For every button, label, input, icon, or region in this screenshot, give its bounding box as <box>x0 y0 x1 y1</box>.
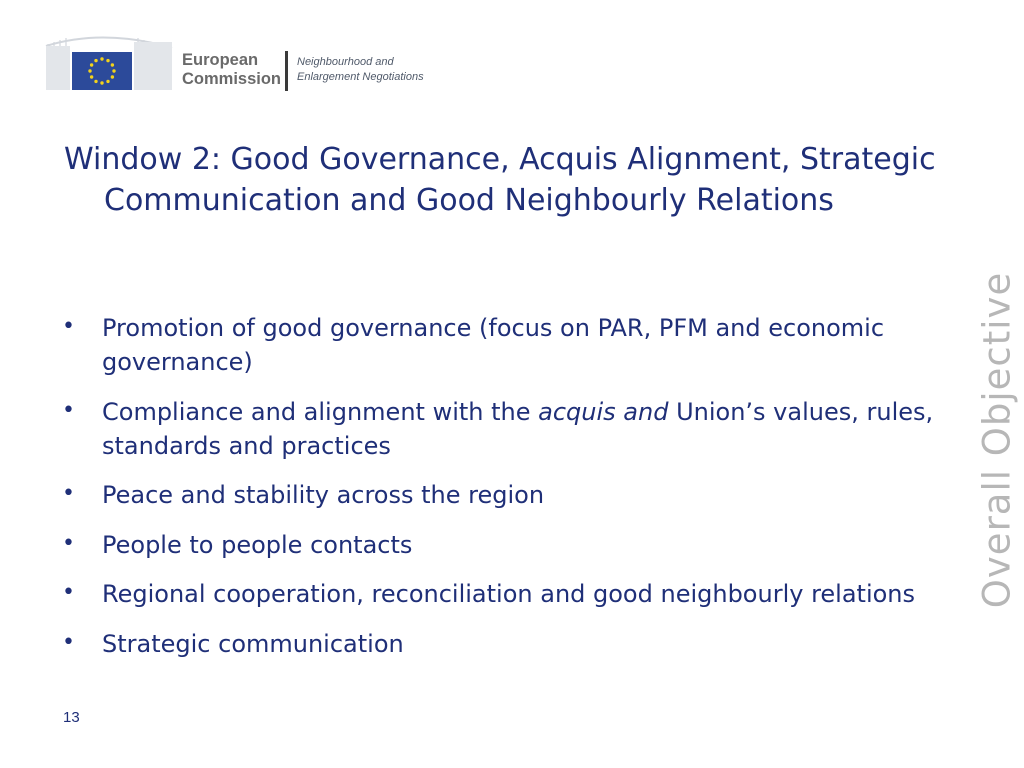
bullet-icon: • <box>62 530 75 556</box>
list-item-text: Strategic communication <box>102 629 404 658</box>
eu-star-icon <box>100 57 103 60</box>
dg-line-2: Enlargement Negotiations <box>297 71 424 83</box>
eu-star-icon <box>106 59 109 62</box>
eu-star-icon <box>90 63 93 66</box>
list-item <box>60 311 940 379</box>
eu-star-icon <box>111 63 114 66</box>
list-item-text: People to people contacts <box>102 530 413 559</box>
bullet-icon: • <box>62 629 75 655</box>
bullet-icon: • <box>62 580 75 605</box>
eu-star-icon <box>111 75 114 78</box>
list-item-text: Promotion of good governance (focus on PAR, PFM and economic governance) <box>102 314 885 376</box>
list-item <box>60 528 940 562</box>
eu-star-icon <box>112 69 115 72</box>
eu-star-icon <box>90 75 93 78</box>
dg-line-1: Neighbourhood and <box>297 56 394 68</box>
eu-star-icon <box>100 81 103 84</box>
bullet-icon: • <box>62 314 75 339</box>
eu-star-icon <box>94 59 97 62</box>
brand-line-2: Commission <box>182 70 282 88</box>
eu-star-icon <box>88 69 91 72</box>
slide-title: Window 2: Good Governance, Acquis Alignment, Strategic Communication and Good Neighbourly Relations <box>64 142 936 218</box>
bullet-icon: • <box>62 397 75 423</box>
list-item <box>60 395 940 463</box>
slide-number: 13 <box>63 709 80 726</box>
list-item-text: Regional cooperation, reconciliation and good neighbourly relations <box>102 580 916 608</box>
bullet-list <box>60 311 940 676</box>
list-item <box>60 577 940 611</box>
eu-star-icon <box>94 80 97 83</box>
list-item-text-italic: acquis and <box>538 397 669 426</box>
list-item-text-post: Union’s values, rules, standards and practices <box>102 397 934 460</box>
brand-line-1: European <box>182 51 259 69</box>
list-item <box>60 478 940 512</box>
list-item-text-pre: Compliance and alignment with the <box>102 397 539 426</box>
directorate-name <box>297 55 424 85</box>
european-commission-logo <box>44 28 444 96</box>
list-item <box>60 627 940 661</box>
brand-name <box>182 51 281 89</box>
eu-star-icon <box>106 80 109 83</box>
list-item-text: Peace and stability across the region <box>102 481 545 509</box>
logo-divider <box>285 51 288 91</box>
bullet-icon: • <box>62 481 75 506</box>
eu-flag-building-logo <box>44 28 174 92</box>
side-label-overall-objective: Overall Objective <box>975 271 1019 609</box>
